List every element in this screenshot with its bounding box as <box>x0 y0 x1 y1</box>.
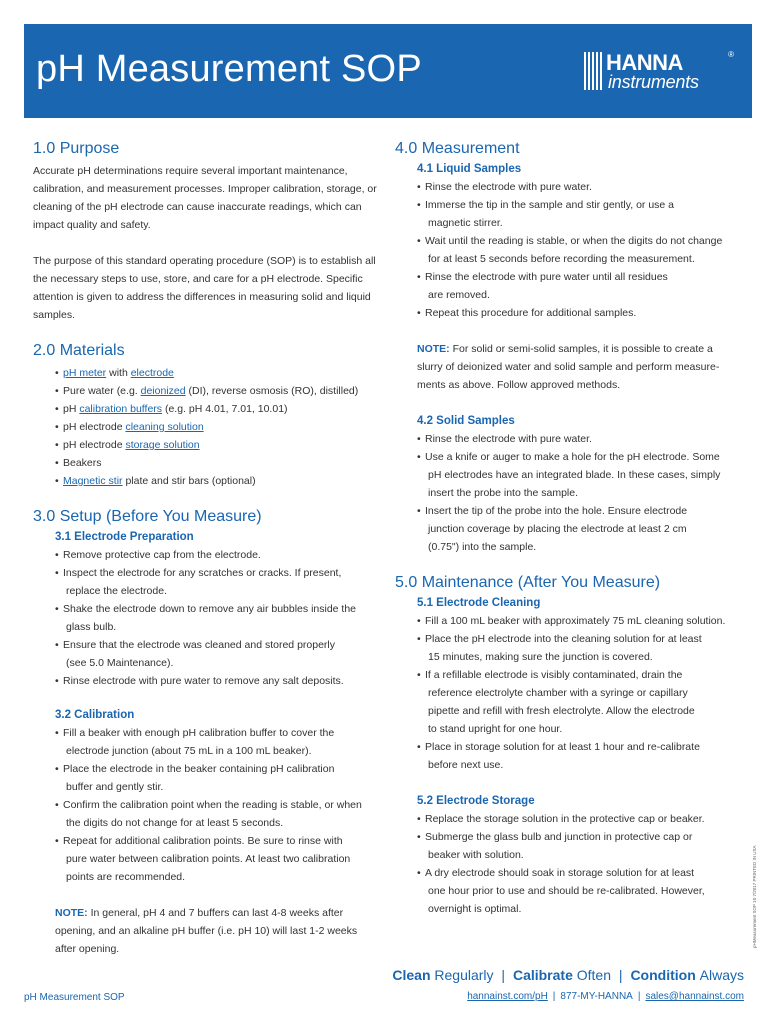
list-line: Use a knife or auger to make a hole for the pH electrode. Some <box>425 451 720 463</box>
list-line: points are recommended. <box>66 871 186 883</box>
materials-heading: 2.0 Materials <box>33 342 125 359</box>
purpose-heading: 1.0 Purpose <box>33 140 120 157</box>
list-item <box>417 178 740 196</box>
electrode-prep-list <box>55 546 378 690</box>
list-line: pure water between calibration points. At least two calibration <box>66 853 351 865</box>
left-column <box>33 140 378 958</box>
deionized-link[interactable]: deionized <box>140 385 186 397</box>
list-text: pH electrode <box>63 439 126 451</box>
tagline-word: Always <box>699 967 744 983</box>
list-item <box>55 436 378 454</box>
note-text: For solid or semi-solid samples, it is possible to create a slurry of deionized water and solid sample and perform measure-ments as above. Follow approved methods. <box>417 343 720 391</box>
list-line: Repeat this procedure for additional samples. <box>425 307 637 319</box>
list-item <box>417 738 740 774</box>
list-line: overnight is optimal. <box>428 903 522 915</box>
list-item <box>55 418 378 436</box>
liquid-samples-list <box>417 178 740 322</box>
list-item <box>55 382 378 400</box>
electrode-link[interactable]: electrode <box>130 367 174 379</box>
logo-bars-icon <box>584 50 604 94</box>
tagline-word: Clean <box>392 967 431 983</box>
list-text: with <box>106 367 131 379</box>
list-line: pH electrodes have an integrated blade. In these cases, simply <box>428 469 721 481</box>
list-line: Insert the tip of the probe into the hole. Ensure electrode <box>425 505 688 517</box>
list-line: Submerge the glass bulb and junction in protective cap or <box>425 831 693 843</box>
list-line: reference electrolyte chamber with a syringe or capillary <box>428 687 688 699</box>
list-line: one hour prior to use and should be re-calibrated. However, <box>428 885 705 897</box>
materials-list <box>55 364 378 490</box>
list-item <box>55 636 378 672</box>
storage-solution-link[interactable]: storage solution <box>125 439 200 451</box>
list-item <box>55 454 378 472</box>
list-line: Rinse the electrode with pure water. <box>425 181 592 193</box>
list-line: Inspect the electrode for any scratches or cracks. If present, <box>63 567 342 579</box>
list-item <box>55 672 378 690</box>
list-text: (DI), reverse osmosis (RO), distilled) <box>185 385 359 397</box>
list-item <box>55 364 378 382</box>
solid-samples-heading: 4.2 Solid Samples <box>417 415 515 427</box>
note-label: NOTE: <box>55 907 88 919</box>
footer-tagline <box>392 967 744 983</box>
list-line: Shake the electrode down to remove any air bubbles inside the <box>63 603 357 615</box>
tagline-separator: | <box>618 967 623 983</box>
footer-contact <box>467 991 744 1002</box>
list-text: Beakers <box>63 457 102 469</box>
list-line: Remove protective cap from the electrode. <box>63 549 261 561</box>
tagline-word: Condition <box>630 967 696 983</box>
list-line: glass bulb. <box>66 621 117 633</box>
footer-separator: | <box>637 991 641 1002</box>
electrode-storage-list <box>417 810 740 918</box>
list-line: the digits do not change for at least 5 seconds. <box>66 817 284 829</box>
list-item <box>417 232 740 268</box>
list-line: Place the electrode in the beaker containing pH calibration <box>63 763 335 775</box>
list-item <box>55 724 378 760</box>
list-line: buffer and gently stir. <box>66 781 164 793</box>
list-line: insert the probe into the sample. <box>428 487 579 499</box>
list-line: 15 minutes, making sure the junction is covered. <box>428 651 653 663</box>
list-item <box>417 196 740 232</box>
calibration-list <box>55 724 378 886</box>
list-item <box>55 832 378 886</box>
calibration-heading: 3.2 Calibration <box>55 709 135 721</box>
list-text: pH electrode <box>63 421 126 433</box>
list-line: Rinse the electrode with pure water. <box>425 433 592 445</box>
list-item <box>417 502 740 556</box>
list-item <box>55 600 378 636</box>
tagline-word: Regularly <box>434 967 494 983</box>
magnetic-stir-link[interactable]: Magnetic stir <box>63 475 123 487</box>
electrode-storage-heading: 5.2 Electrode Storage <box>417 795 535 807</box>
right-column <box>395 140 740 918</box>
list-item <box>417 448 740 502</box>
list-line: A dry electrode should soak in storage solution for at least <box>425 867 695 879</box>
measurement-note <box>417 340 740 394</box>
logo-registered: ® <box>728 50 734 59</box>
list-line: Confirm the calibration point when the reading is stable, or when <box>63 799 362 811</box>
logo-subbrand: instruments <box>608 72 699 92</box>
list-line: magnetic stirrer. <box>428 217 503 229</box>
tagline-word: Calibrate <box>512 967 573 983</box>
liquid-samples-heading: 4.1 Liquid Samples <box>417 163 522 175</box>
cleaning-solution-link[interactable]: cleaning solution <box>125 421 204 433</box>
list-line: electrode junction (about 75 mL in a 100 mL beaker). <box>66 745 312 757</box>
list-item <box>417 864 740 918</box>
list-line: to stand upright for one hour. <box>428 723 563 735</box>
list-item <box>55 760 378 796</box>
list-item <box>417 828 740 864</box>
list-line: (0.75") into the sample. <box>428 541 537 553</box>
website-link[interactable]: hannainst.com/pH <box>467 991 548 1002</box>
list-item <box>417 810 740 828</box>
note-label: NOTE: <box>417 343 450 355</box>
list-line: Wait until the reading is stable, or when the digits do not change <box>425 235 723 247</box>
list-line: Immerse the tip in the sample and stir gently, or use a <box>425 199 675 211</box>
hanna-logo <box>584 50 734 94</box>
list-line: Place the pH electrode into the cleaning solution for at least <box>425 633 702 645</box>
note-text: In general, pH 4 and 7 buffers can last 4-8 weeks after opening, and an alkaline pH buffer (i.e. pH 10) will last 1-2 weeks after opening. <box>55 907 358 955</box>
list-line: Rinse electrode with pure water to remove any salt deposits. <box>63 675 344 687</box>
tagline-separator: | <box>501 967 506 983</box>
solid-samples-list <box>417 430 740 556</box>
list-line: for at least 5 seconds before recording the measurement. <box>428 253 695 265</box>
ph-meter-link[interactable]: pH meter <box>63 367 107 379</box>
footer-doc-title: pH Measurement SOP <box>24 992 125 1003</box>
list-line: If a refillable electrode is visibly contaminated, drain the <box>425 669 683 681</box>
logo-brand: HANNA <box>606 50 683 75</box>
electrode-cleaning-heading: 5.1 Electrode Cleaning <box>417 597 541 609</box>
list-item <box>55 400 378 418</box>
list-item <box>417 666 740 738</box>
electrode-prep-heading: 3.1 Electrode Preparation <box>55 531 194 543</box>
list-item <box>417 612 740 630</box>
purpose-para-2: The purpose of this standard operating procedure (SOP) is to establish all the necessary steps to use, store, and care for a pH electrode. Specific attention is given to address the differences in measuring solid and liquid samples. <box>33 255 376 321</box>
phone-number: 877-MY-HANNA <box>560 991 633 1002</box>
maintenance-heading: 5.0 Maintenance (After You Measure) <box>395 574 661 591</box>
list-line: Rinse the electrode with pure water until all residues <box>425 271 668 283</box>
list-item <box>55 796 378 832</box>
list-line: (see 5.0 Maintenance). <box>66 657 174 669</box>
header-banner <box>24 24 752 118</box>
footer-separator: | <box>552 991 556 1002</box>
calibration-buffers-link[interactable]: calibration buffers <box>79 403 163 415</box>
list-item <box>55 472 378 490</box>
list-text: pH <box>63 403 80 415</box>
setup-heading: 3.0 Setup (Before You Measure) <box>33 508 262 525</box>
list-line: junction coverage by placing the electrode at least 2 cm <box>428 523 687 535</box>
list-item <box>417 268 740 304</box>
print-code: pHMeasurement SOP 10 7/2017 PRINTED IN USA <box>752 845 757 948</box>
email-link[interactable]: sales@hannainst.com <box>645 991 744 1002</box>
list-item <box>55 564 378 600</box>
list-text: plate and stir bars (optional) <box>122 475 256 487</box>
purpose-para-1: Accurate pH determinations require several important maintenance, calibration, and measurement processes. Improper calibration, storage, or cleaning of the pH electrode can cause inaccurate readings, which can impact quality and safety. <box>33 165 377 231</box>
list-line: Replace the storage solution in the protective cap or beaker. <box>425 813 705 825</box>
list-item <box>55 546 378 564</box>
list-line: Fill a 100 mL beaker with approximately 75 mL cleaning solution. <box>425 615 726 627</box>
list-line: pipette and refill with fresh electrolyte. Allow the electrode <box>428 705 695 717</box>
tagline-word: Often <box>576 967 612 983</box>
measurement-heading: 4.0 Measurement <box>395 140 520 157</box>
electrode-cleaning-list <box>417 612 740 774</box>
list-text: Pure water (e.g. <box>63 385 141 397</box>
list-line: beaker with solution. <box>428 849 524 861</box>
list-item <box>417 304 740 322</box>
calibration-note <box>55 904 378 958</box>
list-line: are removed. <box>428 289 490 301</box>
list-line: Repeat for additional calibration points. Be sure to rinse with <box>63 835 343 847</box>
list-line: Fill a beaker with enough pH calibration buffer to cover the <box>63 727 335 739</box>
list-line: before next use. <box>428 759 504 771</box>
list-text: (e.g. pH 4.01, 7.01, 10.01) <box>162 403 288 415</box>
list-line: Ensure that the electrode was cleaned and stored properly <box>63 639 336 651</box>
page-title: pH Measurement SOP <box>36 48 422 90</box>
list-item <box>417 630 740 666</box>
list-line: replace the electrode. <box>66 585 167 597</box>
list-item <box>417 430 740 448</box>
list-line: Place in storage solution for at least 1 hour and re-calibrate <box>425 741 700 753</box>
